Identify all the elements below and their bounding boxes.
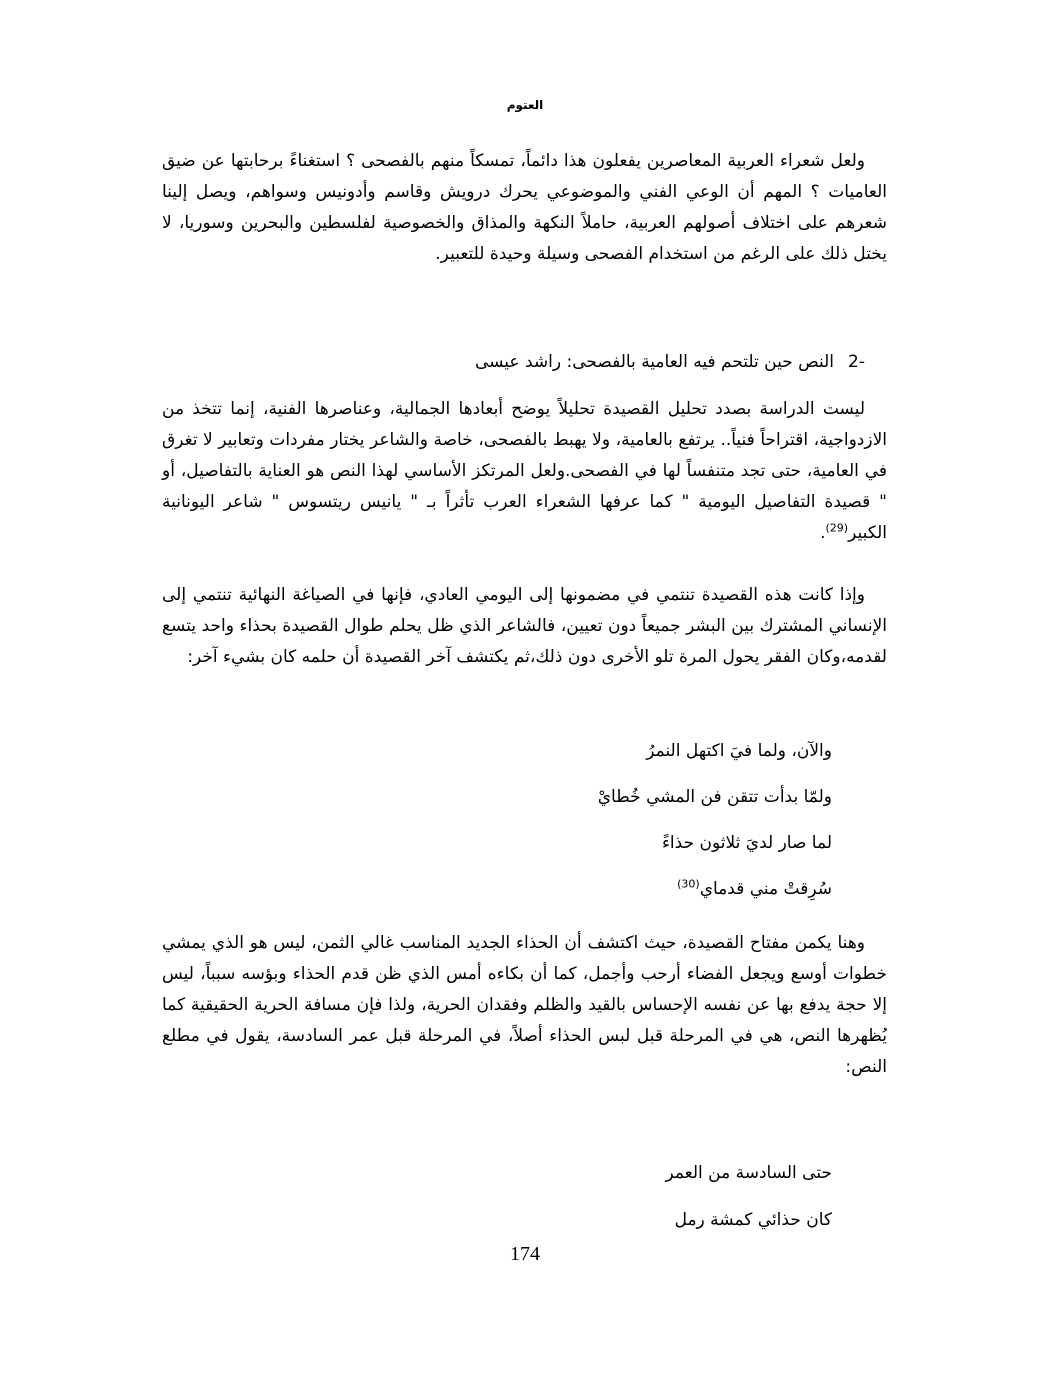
verse-line: ولمّا بدأت تتقن فن المشي خُطايْ xyxy=(597,787,832,807)
paragraph-study-text: ليست الدراسة بصدد تحليل القصيدة تحليلاً يوضح أبعادها الجمالية، وعناصرها الفنية، إنما تتخذ من الازدواجية، اقتراحاً فنياً.. يرتفع بالعامية، ولا يهبط بالفصحى، خاصة والشاعر يختار مفردات وتعابير لا تغرق في العامية، حتى تجد متنفساً لها في الفصحى.ولعل المرتكز الأساسي لهذا النص هو العناية بالتفاصيل، أو " قصيدة التفاصيل اليومية " كما عرفها الشعراء العرب تأثراً بـ " يانيس ريتسوس " شاعر اليونانية الكبير xyxy=(162,399,887,543)
footnote-ref-29: (29) xyxy=(825,521,849,535)
paragraph-text xyxy=(162,394,887,549)
verse-line-text: سُرِقتْ مني قدماي xyxy=(699,879,832,899)
paragraph-text: ولعل شعراء العربية المعاصرين يفعلون هذا دائماً، تمسكاً منهم بالفصحى ؟ استغناءً برحابتها عن ضيق العاميات ؟ المهم أن الوعي الفني والموضوعي يحرك درويش وقاسم وأدونيس وسواهم، ويصل إلينا شعرهم على اختلاف أصولهم العربية، حاملاً النكهة والمذاق والخصوصية لفلسطين والبحرين وسوريا، لا يختل ذلك على الرغم من استخدام الفصحى وسيلة وحيدة للتعبير. xyxy=(162,151,887,264)
paragraph-text: وهنا يكمن مفتاح القصيدة، حيث اكتشف أن الحذاء الجديد المناسب غالي الثمن، ليس هو الذي يمشي خطوات أوسع ويجعل الفضاء أرحب وأجمل، كما أن بكاءه أمس الذي ظن قدم الحذاء وبؤسه سبباً، ليس إلا حجة يدفع بها عن نفسه الإحساس بالقيد والظلم وفقدان الحرية، ولذا فإن مسافة الحرية الحقيقية كما يُظهرها النص، هي في المرحلة قبل لبس الحذاء أصلاً، في المرحلة قبل عمر السادسة، يقول في مطلع النص: xyxy=(162,933,887,1077)
paragraph-study xyxy=(162,394,887,549)
verse-line: كان حذائي كمشة رمل xyxy=(674,1210,832,1230)
running-head: العتوم xyxy=(506,98,544,112)
section-title: النص حين تلتحم فيه العامية بالفصحى: راشد عيسى xyxy=(474,352,835,372)
footnote-ref-30: (30) xyxy=(677,877,700,891)
paragraph-daily xyxy=(162,580,887,673)
section-number: -2 xyxy=(848,352,865,372)
paragraph-text: وإذا كانت هذه القصيدة تنتمي في مضمونها إلى اليومي العادي، فإنها في الصياغة النهائية تنتمي إلى الإنساني المشترك بين البشر جميعاً دون تعيين، فالشاعر الذي ظل يحلم طوال القصيدة بحذاء واحد يتسع لقدمه،وكان الفقر يحول المرة تلو الأخرى دون ذلك،ثم يكتشف آخر القصيدة أن حلمه كان بشيء آخر: xyxy=(162,585,887,667)
page-number: 174 xyxy=(510,1243,540,1265)
paragraph-fusha xyxy=(162,146,887,270)
paragraph-key xyxy=(162,928,887,1083)
verse-line: حتى السادسة من العمر xyxy=(665,1163,832,1183)
section-heading xyxy=(162,347,887,378)
verse-line: لما صار لديَ ثلاثون حذاءً xyxy=(661,833,832,853)
paragraph-study-end: . xyxy=(820,523,826,543)
verse-line xyxy=(677,874,832,905)
verse-line: والآن، ولما فيَ اكتهل النمرُ xyxy=(646,741,832,761)
